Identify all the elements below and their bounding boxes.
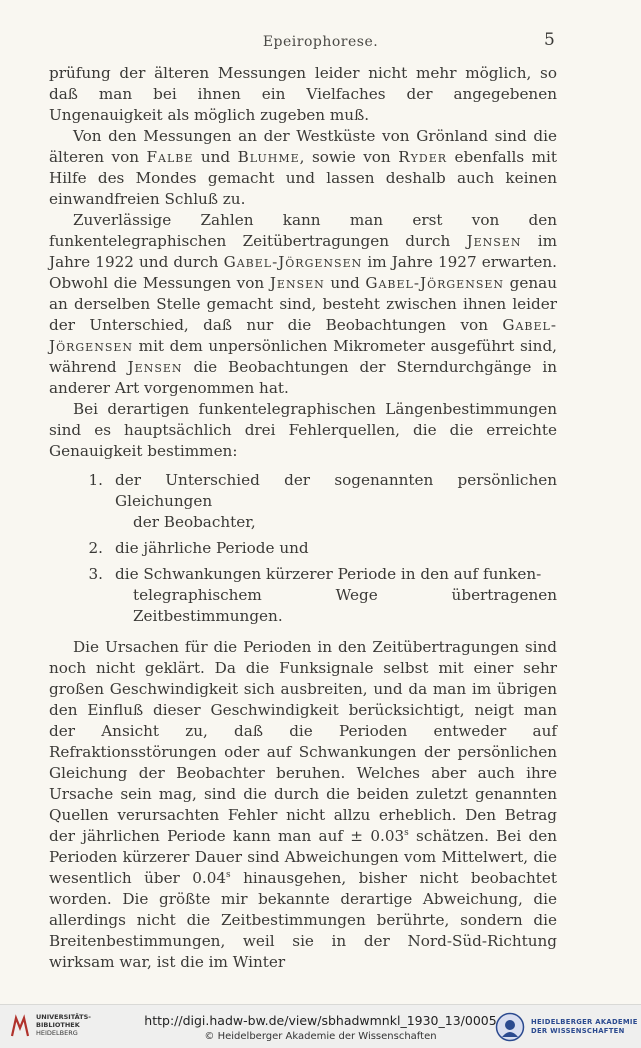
- text-run: Die Ursachen für die Perioden in den Zeitübertragungen sind noch nicht geklärt. Da die Funksignale selbst mit einer sehr großen Geschwindigkeit sich ausbreiten, und da man im übrigen den Einfluß dieser Geschwindigkeit berücksichtigt, neigt man der Ansicht zu, daß die Perioden entweder auf Refraktionsstörungen oder auf Schwankungen der persönlichen Gleichung der Beobachter beruhen. Welches aber auch ihre Ursache sein mag, sind die durch die beiden zuletzt genannten Quellen verursachten Fehler nicht allzu erheblich. Den Betrag der jährlichen Periode kann man auf ± 0.03: [49, 638, 557, 845]
- text-run: die Beobachtungen der Sterndurchgänge in anderer Art vorgenommen hat.: [49, 358, 557, 397]
- text-run: ebenfalls mit Hilfe des Mondes gemacht und lassen deshalb auch keinen einwandfreien Schluß zu.: [49, 148, 557, 208]
- error-sources-list: [49, 470, 557, 627]
- library-name-line: HEIDELBERG: [36, 1029, 78, 1037]
- author-name: Jensen: [466, 232, 522, 250]
- paragraph-2: [49, 126, 557, 210]
- list-item: [49, 538, 557, 559]
- text-run: Zuverlässige Zahlen kann man erst von den funkentelegraphischen Zeitübertragungen durch: [49, 211, 557, 250]
- list-number: 1.: [88, 471, 103, 489]
- text-run: im Jahre 1927 erwarten. Obwohl die Messungen von: [49, 253, 557, 292]
- author-name: Bluhme: [237, 148, 300, 166]
- author-name: Ryder: [398, 148, 448, 166]
- body-text: [49, 63, 557, 973]
- text-run: hinausgehen, bisher nicht beobachtet worden. Die größte mir bekannte derartige Abweichung, die allerdings nicht die Zeitbestimmungen berührte, sondern die Breitenbestimmungen, weil sie in der Nord-Süd-Richtung wirksam war, ist die im Winter: [49, 869, 557, 971]
- list-line-continuation: der Beobachter,: [133, 513, 256, 531]
- paragraph-5: [49, 637, 557, 973]
- running-title: Epeirophorese.: [262, 34, 379, 50]
- academy-name-line: HEIDELBERGER AKADEMIE: [531, 1018, 638, 1026]
- list-item-text: [115, 538, 557, 559]
- text-run: schätzen. Bei den Perioden kürzerer Dauer sind Abweichungen vom Mittelwert, die wesentlich über 0.04: [49, 827, 557, 887]
- academy-seal-icon: [495, 1012, 525, 1042]
- text-run: mit dem unpersönlichen Mikrometer ausgeführt sind, während: [49, 337, 557, 376]
- list-item-text: [115, 470, 557, 533]
- text-run: genau an derselben Stelle gemacht sind, besteht zwischen ihnen leider der Unterschied, daß nur die Beobachtungen von: [49, 274, 557, 334]
- list-number: 2.: [88, 539, 103, 557]
- author-name: Gabel-Jörgensen: [49, 316, 557, 355]
- text-run: und: [324, 274, 366, 292]
- list-line: der Unterschied der sogenannten persönlichen Gleichungen: [115, 471, 557, 510]
- library-name-line: UNIVERSITÄTS-: [36, 1013, 91, 1021]
- copyright-notice: © Heidelberger Akademie der Wissenschaften: [204, 1031, 437, 1042]
- author-name: Gabel-Jörgensen: [365, 274, 505, 292]
- library-name-line: BIBLIOTHEK: [36, 1021, 80, 1029]
- list-line-continuation: telegraphischem Wege übertragenen Zeitbestimmungen.: [133, 586, 557, 625]
- text-run: , sowie von: [299, 148, 399, 166]
- permalink-url[interactable]: http://digi.hadw-bw.de/view/sbhadwmnkl_1930_13/0005: [144, 1013, 497, 1028]
- author-name: Jensen: [127, 358, 183, 376]
- author-name: Jensen: [269, 274, 325, 292]
- academy-name-line: DER WISSENSCHAFTEN: [531, 1027, 625, 1035]
- list-line: die jährliche Periode und: [115, 539, 309, 557]
- footer-bar: [0, 1004, 641, 1048]
- paragraph-1: prüfung der älteren Messungen leider nicht mehr möglich, so daß man bei ihnen ein Vielfaches der angegebenen Ungenauigkeit als möglich zugeben muß.: [49, 64, 557, 124]
- academy-name: [531, 1018, 638, 1036]
- text-run: im Jahre 1922 und durch: [49, 232, 557, 271]
- author-name: Gabel-Jörgensen: [223, 253, 363, 271]
- list-item-text: [115, 564, 557, 627]
- paragraph-3: [49, 210, 557, 399]
- list-line: die Schwankungen kürzerer Periode in den auf funken-: [115, 565, 542, 583]
- list-item: [49, 564, 557, 627]
- list-item: [49, 470, 557, 533]
- paragraph-4: Bei derartigen funkentelegraphischen Längenbestimmungen sind es hauptsächlich drei Fehlerquellen, die die erreichte Genauigkeit bestimmen:: [49, 400, 557, 460]
- page-number: 5: [544, 30, 555, 50]
- author-name: Falbe: [146, 148, 194, 166]
- list-number: 3.: [88, 565, 103, 583]
- seconds-superscript: s: [226, 869, 231, 880]
- text-run: und: [193, 148, 238, 166]
- seconds-superscript: s: [404, 827, 409, 838]
- text-run: Von den Messungen an der Westküste von Grönland sind die älteren von: [49, 127, 557, 166]
